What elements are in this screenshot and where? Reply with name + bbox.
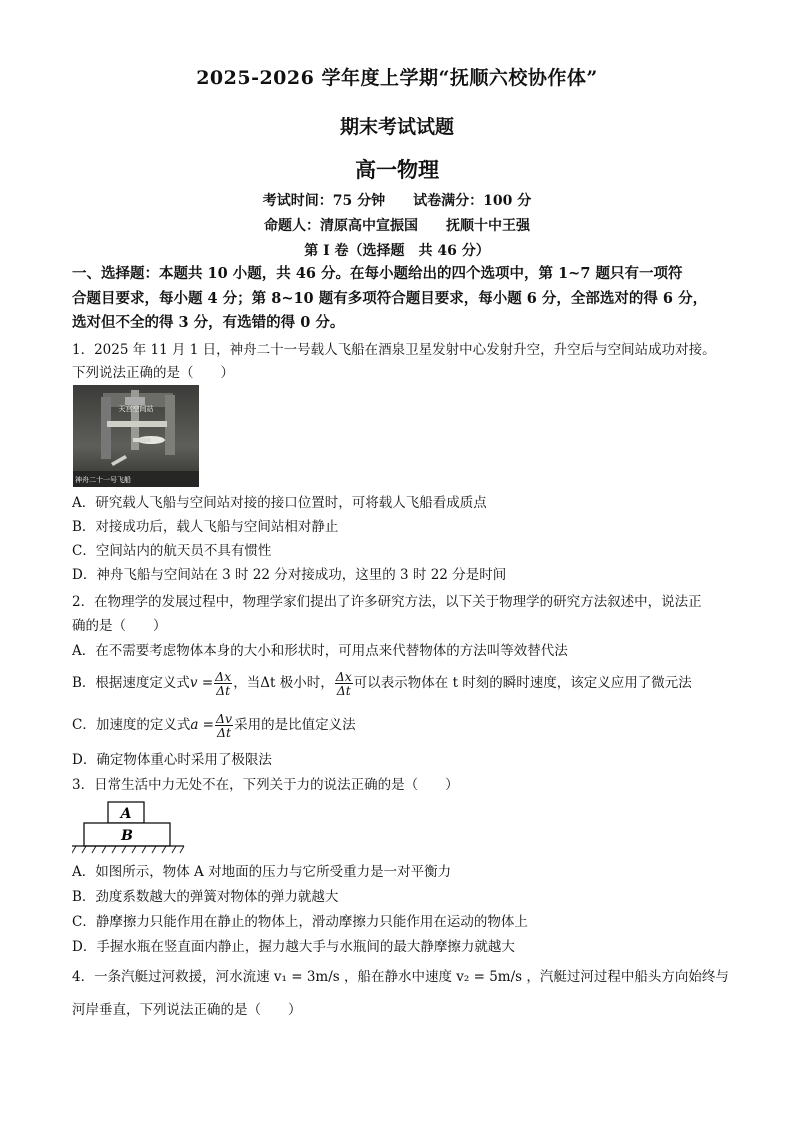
q3-option-d: D．手握水瓶在竖直面内静止，握力越大手与水瓶间的最大静摩擦力就越大 xyxy=(72,939,515,955)
q1-option-a: A．研究载人飞船与空间站对接的接口位置时，可将载人飞船看成质点 xyxy=(72,495,487,511)
section-instructions-2: 合题目要求，每小题 4 分；第 8~10 题有多项符合题目要求，每小题 6 分，全部选对的得 6 分， xyxy=(72,290,708,307)
part-heading: 第 I 卷（选择题 共 46 分） xyxy=(304,243,490,259)
exam-subtitle: 期末考试试题 xyxy=(339,116,454,138)
photo-label-station: 天宫空间站 xyxy=(118,405,154,413)
q2-option-a: A．在不需要考虑物体本身的大小和形状时，可用点来代替物体的方法叫等效替代法 xyxy=(72,643,568,659)
q3-stem: 3．日常生活中力无处不在，下列关于力的说法正确的是（ ） xyxy=(72,777,459,793)
docking-photo xyxy=(73,385,199,487)
eq-a: a = xyxy=(190,717,214,733)
q2-stem-2: 确的是（ ） xyxy=(72,618,167,634)
q3-option-b: B．劲度系数越大的弹簧对物体的弹力就越大 xyxy=(72,889,339,905)
q2-option-b-pre: B．根据速度定义式 xyxy=(72,675,190,691)
exam-title: 2025-2026 学年度上学期“抚顺六校协作体” xyxy=(196,67,598,89)
q2-option-b-mid: ，当Δt 极小时， xyxy=(233,675,334,691)
docking-illustration xyxy=(73,385,199,487)
ground-hatch xyxy=(72,846,184,853)
author-1: 命题人：清原高中宣振国 xyxy=(264,218,418,234)
label-b: B xyxy=(121,828,133,844)
q1-stem-2: 下列说法正确的是（ ） xyxy=(72,365,234,381)
author-2: 抚顺十中王强 xyxy=(446,218,530,234)
section-instructions-3: 选对但不全的得 3 分，有选错的得 0 分。 xyxy=(72,314,345,331)
q2-option-c xyxy=(72,710,732,740)
label-a: A xyxy=(120,806,132,822)
exam-time: 考试时间：75 分钟 xyxy=(262,193,386,209)
q1-option-b: B．对接成功后，载人飞船与空间站相对静止 xyxy=(72,519,339,535)
q2-option-c-pre: C．加速度的定义式 xyxy=(72,717,191,733)
q4-stem-2: 河岸垂直，下列说法正确的是（ ） xyxy=(72,1002,302,1018)
q3-option-c: C．静摩擦力只能作用在静止的物体上，滑动摩擦力只能作用在运动的物体上 xyxy=(72,914,528,930)
q4-stem-1: 4．一条汽艇过河救援，河水流速 v₁ = 3m/s ，船在静水中速度 v₂ = 5m/s ，汽艇过河过程中船头方向始终与 xyxy=(72,969,729,985)
full-score: 试卷满分：100 分 xyxy=(413,193,532,209)
fraction-dx-dt-2: $\frac{\Delta x}{\Delta t}$ xyxy=(335,669,352,698)
photo-label-ship: 神舟二十一号飞船 xyxy=(75,476,131,484)
fraction-dx-dt: $\frac{\Delta x}{\Delta t}$ xyxy=(215,669,232,698)
q2-option-b xyxy=(72,668,732,698)
q2-option-b-post: 可以表示物体在 t 时刻的瞬时速度，该定义应用了微元法 xyxy=(353,675,692,691)
q1-option-d: D．神舟飞船与空间站在 3 时 22 分对接成功，这里的 3 时 22 分是时间 xyxy=(72,567,507,583)
blocks-figure xyxy=(72,800,192,856)
q1-option-c: C．空间站内的航天员不具有惯性 xyxy=(72,543,272,559)
section-instructions-1: 一、选择题：本题共 10 小题，共 46 分。在每小题给出的四个选项中，第 1~7 题只有一项符 xyxy=(72,265,683,282)
fraction-dv-dt: $\frac{\Delta v}{\Delta t}$ xyxy=(216,711,233,740)
q2-option-c-post: 采用的是比值定义法 xyxy=(234,717,356,733)
q2-stem-1: 2．在物理学的发展过程中，物理学家们提出了许多研究方法，以下关于物理学的研究方法叙述中，说法正 xyxy=(72,594,702,610)
subject-title: 高一物理 xyxy=(355,157,439,182)
q3-option-a: A．如图所示，物体 A 对地面的压力与它所受重力是一对平衡力 xyxy=(72,864,452,880)
q1-stem-1: 1．2025 年 11 月 1 日，神舟二十一号载人飞船在酒泉卫星发射中心发射升空，升空后与空间站成功对接。 xyxy=(72,342,716,358)
authors xyxy=(0,215,794,235)
eq-v: v = xyxy=(189,675,214,691)
q2-option-d: D．确定物体重心时采用了极限法 xyxy=(72,752,272,768)
exam-info xyxy=(0,190,794,210)
blocks-diagram xyxy=(72,800,192,856)
